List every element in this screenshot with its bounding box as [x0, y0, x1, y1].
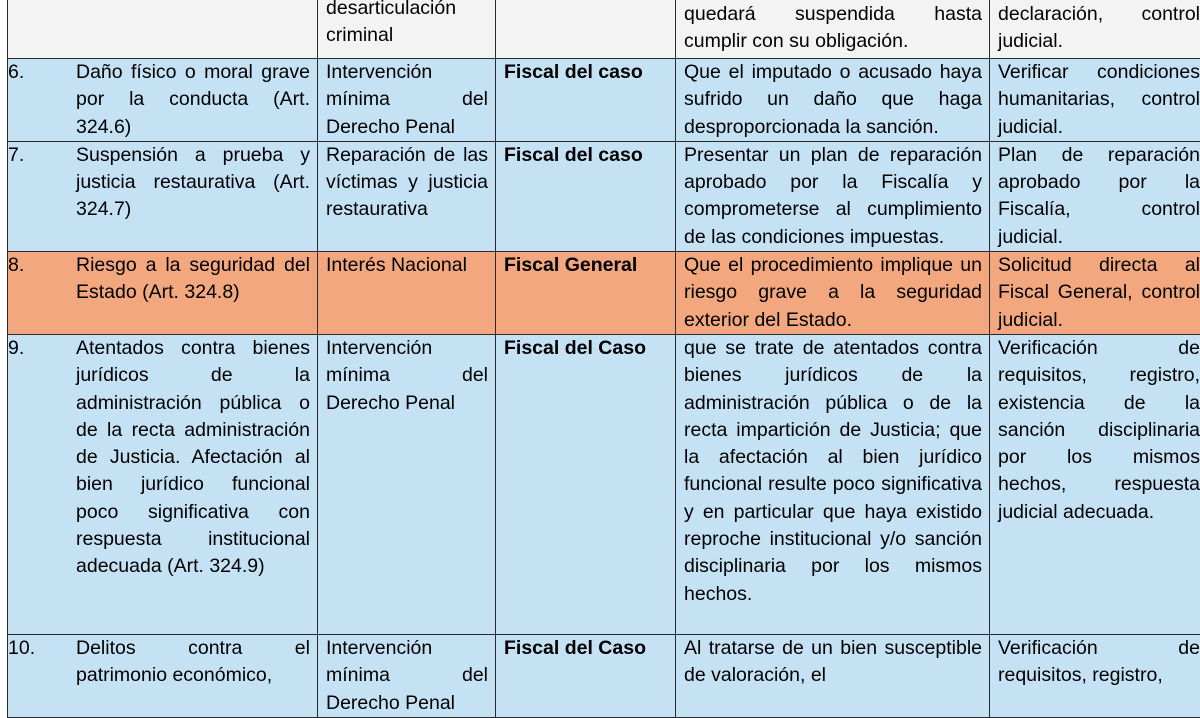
row-number: 10.	[8, 635, 76, 690]
authority-cell: Fiscal del caso	[496, 141, 676, 251]
authority-cell: Fiscal del Caso	[496, 334, 676, 634]
cause-text: Riesgo a la seguridad del Estado (Art. 324.8)	[76, 252, 310, 307]
authority-cell: Fiscal General	[496, 252, 676, 335]
control-cell: Verificar condiciones humanitarias, control judicial.	[990, 59, 1200, 142]
cause-cell	[8, 141, 318, 251]
authority-cell	[496, 0, 676, 59]
cause-text: Suspensión a prueba y justicia restaurativa (Art. 324.7)	[76, 142, 310, 224]
table-row	[8, 634, 1200, 717]
principle-cell: desarticulación criminal	[318, 0, 496, 59]
authority-cell: Fiscal del caso	[496, 59, 676, 142]
table-row	[8, 141, 1200, 251]
cause-text: Delitos contra el patrimonio económico,	[76, 635, 310, 690]
principle-cell: Interés Nacional	[318, 252, 496, 335]
grounds-table	[7, 0, 1200, 718]
cause-cell	[8, 334, 318, 634]
principle-cell: Reparación de las víctimas y justicia restaurativa	[318, 141, 496, 251]
requirement-cell: Presentar un plan de reparación aprobado por la Fiscalía y comprometerse al cumplimiento de las condiciones impuestas.	[676, 141, 990, 251]
row-number: 6.	[8, 59, 76, 141]
requirement-cell: Que el procedimiento implique un riesgo grave a la seguridad exterior del Estado.	[676, 252, 990, 335]
principle-cell: Intervención mínima del Derecho Penal	[318, 334, 496, 634]
row-number: 8.	[8, 252, 76, 307]
cause-cell	[8, 252, 318, 335]
table-row	[8, 252, 1200, 335]
row-number: 9.	[8, 335, 76, 581]
principle-cell: Intervención mínima del Derecho Penal	[318, 634, 496, 717]
authority-cell: Fiscal del Caso	[496, 634, 676, 717]
control-cell: Solicitud directa al Fiscal General, control judicial.	[990, 252, 1200, 335]
table-row	[8, 0, 1200, 59]
cause-cell	[8, 59, 318, 142]
control-cell: Verificación de requisitos, registro,	[990, 634, 1200, 717]
cause-cell	[8, 0, 318, 59]
cause-cell	[8, 634, 318, 717]
table-row	[8, 334, 1200, 634]
requirement-cell: que se trate de atentados contra bienes jurídicos de la administración pública o de la recta impartición de Justicia; que la afectación al bien jurídico funcional resulte poco significativa y en particular que haya existido reproche institucional y/o sanción disciplinaria por los mismos hechos.	[676, 334, 990, 634]
cause-text: Daño físico o moral grave por la conducta (Art. 324.6)	[76, 59, 310, 141]
requirement-cell: quedará suspendida hasta cumplir con su obligación.	[676, 0, 990, 59]
requirement-cell: Que el imputado o acusado haya sufrido un daño que haga desproporcionada la sanción.	[676, 59, 990, 142]
control-cell: declaración, control judicial.	[990, 0, 1200, 59]
requirement-cell: Al tratarse de un bien susceptible de valoración, el	[676, 634, 990, 717]
control-cell: Plan de reparación aprobado por la Fiscalía, control judicial.	[990, 141, 1200, 251]
principle-cell: Intervención mínima del Derecho Penal	[318, 59, 496, 142]
row-number: 7.	[8, 142, 76, 224]
cause-text: Atentados contra bienes jurídicos de la administración pública o de la recta administración de Justicia. Afectación al bien jurídico funcional poco significativa con respuesta institucional adecuada (Art. 324.9)	[76, 335, 310, 581]
table-row	[8, 59, 1200, 142]
control-cell: Verificación de requisitos, registro, existencia de la sanción disciplinaria por los mismos hechos, respuesta judicial adecuada.	[990, 334, 1200, 634]
